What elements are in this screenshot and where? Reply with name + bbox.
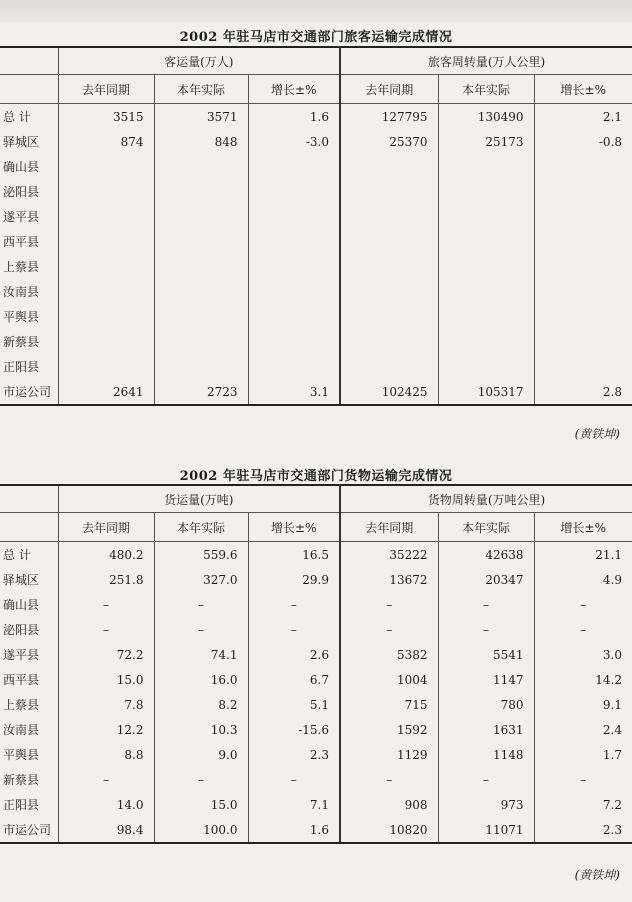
row-label: 确山县 [3, 160, 40, 174]
data-cell [248, 154, 340, 179]
table-row [0, 592, 632, 617]
row-label: 总 计 [3, 110, 31, 124]
data-cell: 102425 [340, 379, 438, 405]
table-row [0, 617, 632, 642]
data-cell: 5541 [438, 642, 534, 667]
passenger-table-title: 2002 年驻马店市交通部门旅客运输完成情况 [179, 30, 453, 45]
data-cell: 3571 [154, 104, 248, 130]
data-cell [58, 304, 154, 329]
author-credit: (黄铁坤) [574, 427, 620, 441]
data-cell [534, 254, 632, 279]
data-cell: 2641 [58, 379, 154, 405]
data-cell [248, 204, 340, 229]
data-cell [154, 179, 248, 204]
data-cell: 973 [438, 792, 534, 817]
data-cell: 25370 [340, 129, 438, 154]
data-cell: 4.9 [534, 567, 632, 592]
table-row [0, 567, 632, 592]
data-cell: 1004 [340, 667, 438, 692]
column-header: 增长±% [248, 75, 340, 104]
data-cell [438, 329, 534, 354]
column-header: 去年同期 [340, 75, 438, 104]
data-cell: 1592 [340, 717, 438, 742]
data-cell: 3.0 [534, 642, 632, 667]
corner-cell [0, 75, 58, 104]
table-row [0, 792, 632, 817]
data-cell [534, 279, 632, 304]
data-cell [534, 204, 632, 229]
data-cell: – [154, 592, 248, 617]
data-cell: 7.1 [248, 792, 340, 817]
data-cell [154, 304, 248, 329]
table-row [0, 354, 632, 379]
freight-table-title: 2002 年驻马店市交通部门货物运输完成情况 [179, 469, 453, 484]
data-cell [58, 279, 154, 304]
group-header: 旅客周转量(万人公里) [340, 47, 632, 75]
row-label: 总 计 [3, 548, 31, 562]
row-label: 确山县 [3, 598, 40, 612]
column-header: 本年实际 [154, 513, 248, 542]
data-cell: – [154, 767, 248, 792]
data-cell [534, 229, 632, 254]
data-cell [438, 279, 534, 304]
data-cell [154, 254, 248, 279]
data-cell [154, 204, 248, 229]
data-cell: -15.6 [248, 717, 340, 742]
table-row [0, 229, 632, 254]
data-cell: 16.0 [154, 667, 248, 692]
table-row [0, 379, 632, 405]
data-cell: 7.2 [534, 792, 632, 817]
data-cell: 100.0 [154, 817, 248, 843]
table-row [0, 667, 632, 692]
data-cell: 780 [438, 692, 534, 717]
data-cell: -0.8 [534, 129, 632, 154]
table-row [0, 154, 632, 179]
data-cell: 72.2 [58, 642, 154, 667]
data-cell [58, 179, 154, 204]
data-cell [534, 154, 632, 179]
data-cell: 2.8 [534, 379, 632, 405]
data-cell: 2.3 [248, 742, 340, 767]
data-cell: – [58, 592, 154, 617]
data-cell [340, 154, 438, 179]
previous-page-edge [0, 0, 632, 22]
data-cell: – [438, 767, 534, 792]
data-cell: 874 [58, 129, 154, 154]
column-header: 去年同期 [58, 75, 154, 104]
data-cell [248, 179, 340, 204]
data-cell [438, 354, 534, 379]
table-row [0, 642, 632, 667]
data-cell [58, 204, 154, 229]
data-cell: – [58, 617, 154, 642]
data-cell: 8.8 [58, 742, 154, 767]
data-cell: 105317 [438, 379, 534, 405]
data-cell [248, 229, 340, 254]
data-cell: 1.7 [534, 742, 632, 767]
corner-cell [0, 47, 58, 75]
data-cell: 98.4 [58, 817, 154, 843]
table-row [0, 767, 632, 792]
data-cell [534, 304, 632, 329]
data-cell: – [248, 592, 340, 617]
column-header: 本年实际 [154, 75, 248, 104]
row-label: 泌阳县 [3, 185, 40, 199]
data-cell: – [340, 592, 438, 617]
data-cell [154, 154, 248, 179]
data-cell: 9.0 [154, 742, 248, 767]
row-label: 遂平县 [3, 648, 40, 662]
table-row [0, 304, 632, 329]
data-cell: 74.1 [154, 642, 248, 667]
data-cell: 1129 [340, 742, 438, 767]
column-header: 本年实际 [438, 513, 534, 542]
data-cell: – [248, 617, 340, 642]
data-cell [58, 329, 154, 354]
column-header: 增长±% [534, 513, 632, 542]
data-cell: 35222 [340, 542, 438, 568]
row-label: 西平县 [3, 673, 40, 687]
table-row [0, 329, 632, 354]
data-cell: – [438, 592, 534, 617]
table-row [0, 204, 632, 229]
data-cell: – [248, 767, 340, 792]
data-cell: – [534, 592, 632, 617]
data-cell: 2.3 [534, 817, 632, 843]
data-cell: 21.1 [534, 542, 632, 568]
data-cell [534, 354, 632, 379]
data-cell: 127795 [340, 104, 438, 130]
corner-cell [0, 485, 58, 513]
data-cell: 3.1 [248, 379, 340, 405]
column-header: 去年同期 [340, 513, 438, 542]
data-cell: – [438, 617, 534, 642]
data-cell: – [340, 617, 438, 642]
data-cell [154, 354, 248, 379]
column-header: 去年同期 [58, 513, 154, 542]
data-cell [248, 354, 340, 379]
data-cell [438, 254, 534, 279]
table-row [0, 692, 632, 717]
passenger-transport-table [0, 46, 632, 406]
data-cell: 20347 [438, 567, 534, 592]
data-cell: 14.2 [534, 667, 632, 692]
table-row [0, 279, 632, 304]
data-cell: 3515 [58, 104, 154, 130]
group-header: 货物周转量(万吨公里) [340, 485, 632, 513]
data-cell: 480.2 [58, 542, 154, 568]
data-cell [438, 229, 534, 254]
data-cell [534, 179, 632, 204]
table-row [0, 817, 632, 843]
row-label: 泌阳县 [3, 623, 40, 637]
data-cell: 15.0 [154, 792, 248, 817]
data-cell: 12.2 [58, 717, 154, 742]
data-cell: 1.6 [248, 817, 340, 843]
data-cell [154, 229, 248, 254]
data-cell: 11071 [438, 817, 534, 843]
data-cell: 9.1 [534, 692, 632, 717]
row-label: 驿城区 [3, 573, 40, 587]
table-row [0, 542, 632, 568]
data-cell [438, 154, 534, 179]
data-cell: – [534, 617, 632, 642]
data-cell: 5382 [340, 642, 438, 667]
data-cell: 25173 [438, 129, 534, 154]
data-cell: 2723 [154, 379, 248, 405]
row-label: 市运公司 [0, 379, 58, 405]
data-cell [438, 304, 534, 329]
row-label: 新蔡县 [3, 335, 40, 349]
data-cell: 5.1 [248, 692, 340, 717]
table-row [0, 742, 632, 767]
row-label: 遂平县 [3, 210, 40, 224]
row-label: 平舆县 [3, 310, 40, 324]
data-cell [248, 254, 340, 279]
author-credit: (黄铁坤) [574, 868, 620, 882]
data-cell: 2.6 [248, 642, 340, 667]
row-label: 上蔡县 [3, 698, 40, 712]
data-cell [58, 229, 154, 254]
data-cell: 10820 [340, 817, 438, 843]
table-row [0, 104, 632, 130]
data-cell [534, 329, 632, 354]
data-cell: 14.0 [58, 792, 154, 817]
row-label: 汝南县 [3, 723, 40, 737]
data-cell: 2.1 [534, 104, 632, 130]
data-cell [340, 254, 438, 279]
data-cell [340, 354, 438, 379]
data-cell [438, 204, 534, 229]
data-cell [340, 204, 438, 229]
corner-cell [0, 513, 58, 542]
row-label: 市运公司 [0, 817, 58, 843]
data-cell: 130490 [438, 104, 534, 130]
data-cell [58, 254, 154, 279]
data-cell [248, 279, 340, 304]
data-cell: 715 [340, 692, 438, 717]
row-label: 平舆县 [3, 748, 40, 762]
data-cell [340, 279, 438, 304]
data-cell [340, 179, 438, 204]
group-header: 客运量(万人) [58, 47, 340, 75]
data-cell: 1147 [438, 667, 534, 692]
data-cell: 1148 [438, 742, 534, 767]
data-cell: – [154, 617, 248, 642]
data-cell [248, 329, 340, 354]
column-header: 增长±% [248, 513, 340, 542]
data-cell: 251.8 [58, 567, 154, 592]
data-cell [340, 229, 438, 254]
column-header: 增长±% [534, 75, 632, 104]
data-cell: 13672 [340, 567, 438, 592]
data-cell: – [58, 767, 154, 792]
data-cell: 42638 [438, 542, 534, 568]
row-label: 西平县 [3, 235, 40, 249]
data-cell [154, 329, 248, 354]
data-cell: 10.3 [154, 717, 248, 742]
row-label: 驿城区 [3, 135, 40, 149]
row-label: 汝南县 [3, 285, 40, 299]
table-row [0, 179, 632, 204]
table-row [0, 254, 632, 279]
data-cell: 559.6 [154, 542, 248, 568]
data-cell [154, 279, 248, 304]
row-label: 新蔡县 [3, 773, 40, 787]
row-label: 正阳县 [3, 360, 40, 374]
data-cell [438, 179, 534, 204]
table-row [0, 129, 632, 154]
data-cell: 7.8 [58, 692, 154, 717]
data-cell: 908 [340, 792, 438, 817]
column-header: 本年实际 [438, 75, 534, 104]
row-label: 上蔡县 [3, 260, 40, 274]
data-cell: -3.0 [248, 129, 340, 154]
row-label: 正阳县 [3, 798, 40, 812]
data-cell: 8.2 [154, 692, 248, 717]
data-cell: 1631 [438, 717, 534, 742]
data-cell: 15.0 [58, 667, 154, 692]
freight-transport-table [0, 484, 632, 844]
data-cell: 848 [154, 129, 248, 154]
data-cell: 2.4 [534, 717, 632, 742]
data-cell: 29.9 [248, 567, 340, 592]
data-cell: 16.5 [248, 542, 340, 568]
data-cell [340, 304, 438, 329]
data-cell [58, 354, 154, 379]
table-row [0, 717, 632, 742]
data-cell: 327.0 [154, 567, 248, 592]
data-cell [58, 154, 154, 179]
group-header: 货运量(万吨) [58, 485, 340, 513]
data-cell [248, 304, 340, 329]
data-cell: 6.7 [248, 667, 340, 692]
data-cell [340, 329, 438, 354]
data-cell: – [340, 767, 438, 792]
data-cell: – [534, 767, 632, 792]
data-cell: 1.6 [248, 104, 340, 130]
